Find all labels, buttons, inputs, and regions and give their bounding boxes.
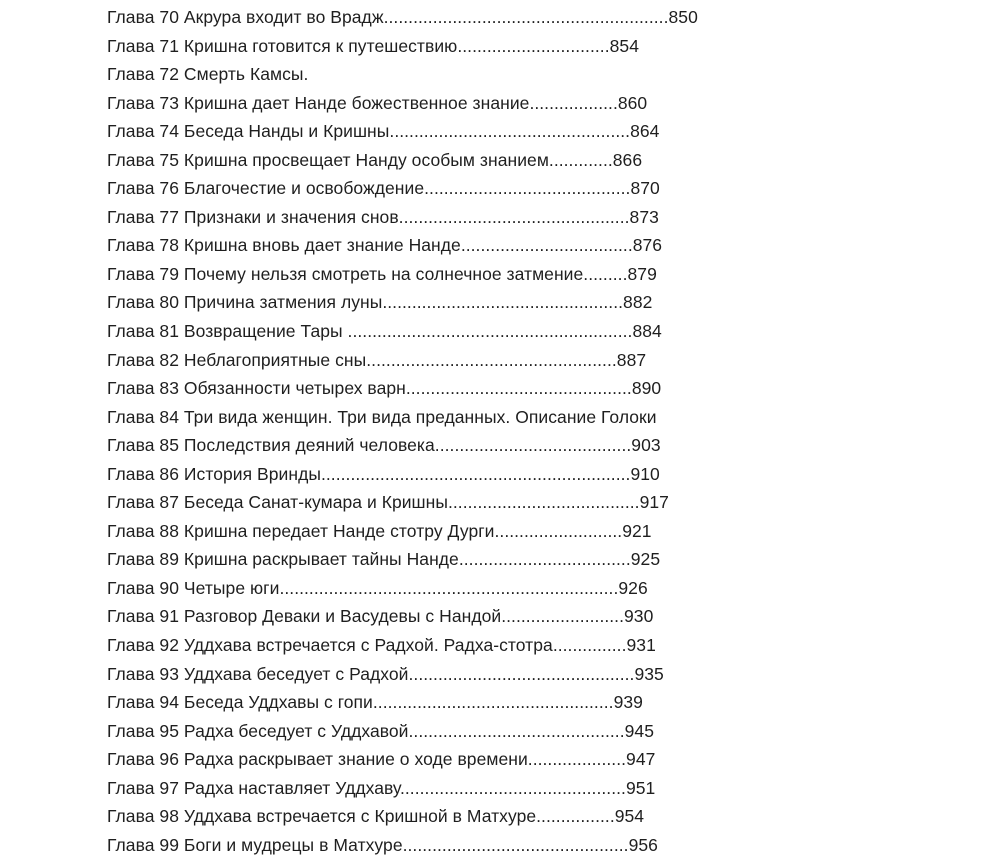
toc-page-number: 939 (613, 692, 643, 713)
toc-page-number: 956 (628, 834, 658, 855)
toc-dot-leader: ............................................................... (320, 463, 631, 484)
toc-entry (107, 431, 987, 460)
toc-page-number: 870 (630, 178, 660, 199)
toc-chapter-number: Глава 71 (107, 35, 179, 56)
toc-chapter-title: Уддхава встречается с Кришной в Матхуре (183, 806, 537, 827)
toc-dot-leader: ......................... (501, 606, 625, 627)
toc-chapter-title: Кришна дает Нанде божественное знание (183, 92, 530, 113)
toc-entry (107, 574, 987, 603)
toc-entry (107, 688, 987, 717)
toc-chapter-number: Глава 84 (107, 406, 179, 427)
toc-chapter-title: Разговор Деваки и Васудевы с Нандой (183, 606, 502, 627)
toc-page-number: 866 (612, 149, 643, 170)
toc-chapter-number: Глава 75 (107, 149, 179, 170)
toc-entry (107, 460, 987, 489)
toc-dot-leader: .............................................. (399, 777, 626, 798)
toc-page-number: 947 (626, 749, 656, 770)
toc-entry (107, 231, 987, 260)
toc-chapter-number: Глава 73 (107, 92, 179, 113)
toc-entry (107, 60, 987, 89)
toc-dot-leader: .......................................... (424, 178, 631, 199)
toc-dot-leader: ................ (536, 806, 615, 827)
toc-dot-leader: .............................................. (408, 663, 635, 684)
toc-dot-leader: ................................................. (372, 692, 614, 713)
toc-entry (107, 146, 987, 175)
toc-chapter-number: Глава 79 (107, 263, 179, 284)
toc-dot-leader: .................. (529, 92, 618, 113)
toc-chapter-number: Глава 88 (107, 520, 179, 541)
toc-chapter-number: Глава 70 (107, 7, 179, 27)
toc-chapter-title: Неблагоприятные сны (183, 349, 367, 370)
toc-entry (107, 89, 987, 118)
toc-chapter-title: Три вида женщин. Три вида преданных. Описание Голоки (183, 406, 657, 427)
toc-entry (107, 32, 987, 61)
toc-chapter-number: Глава 76 (107, 178, 179, 199)
toc-entry (107, 288, 987, 317)
toc-dot-leader: .................... (527, 749, 627, 770)
toc-chapter-title: Кришна готовится к путешествию (183, 35, 458, 56)
toc-chapter-title: Беседа Санат-кумара и Кришны (183, 492, 448, 513)
toc-page-number: 926 (618, 577, 648, 598)
toc-chapter-title: Причина затмения луны (183, 292, 383, 313)
toc-dot-leader: ......... (583, 263, 628, 284)
toc-page-number: 917 (639, 492, 669, 513)
toc-chapter-number: Глава 98 (107, 806, 179, 827)
toc-entry (107, 203, 987, 232)
toc-dot-leader: .......................................................... (383, 7, 669, 27)
toc-chapter-number: Глава 82 (107, 349, 179, 370)
toc-entry (107, 517, 987, 546)
toc-page-number: 954 (614, 806, 645, 827)
toc-entry (107, 346, 987, 375)
toc-chapter-number: Глава 90 (107, 577, 179, 598)
toc-dot-leader: ..................................................................... (279, 577, 619, 598)
toc-chapter-number: Глава 94 (107, 692, 179, 713)
toc-chapter-title: Акрура входит во Врадж (183, 7, 384, 27)
toc-chapter-title: Уддхава беседует с Радхой (183, 663, 409, 684)
toc-entry (107, 831, 987, 859)
toc-page-number: 910 (630, 463, 660, 484)
toc-chapter-title: Беседа Нанды и Кришны (183, 121, 390, 142)
toc-page-number: 873 (629, 206, 659, 227)
toc-dot-leader: ................................................. (389, 121, 631, 142)
toc-page-number: 860 (617, 92, 648, 113)
toc-dot-leader: ........................................ (434, 435, 632, 456)
toc-page-number: 850 (668, 7, 698, 27)
toc-chapter-title: История Вринды (183, 463, 321, 484)
toc-chapter-number: Глава 93 (107, 663, 179, 684)
toc-dot-leader: .......................................................... (347, 321, 633, 342)
toc-chapter-number: Глава 81 (107, 321, 179, 342)
toc-chapter-number: Глава 80 (107, 292, 179, 313)
toc-entry (107, 403, 987, 432)
toc-chapter-number: Глава 74 (107, 121, 179, 142)
toc-chapter-number: Глава 99 (107, 834, 179, 855)
toc-page-number: 945 (624, 720, 654, 741)
toc-entry (107, 488, 987, 517)
toc-page-number: 921 (622, 520, 652, 541)
table-of-contents (107, 3, 987, 859)
toc-page-number: 887 (616, 349, 647, 370)
toc-chapter-number: Глава 96 (107, 749, 179, 770)
toc-dot-leader: ................................................. (382, 292, 624, 313)
toc-dot-leader: ............................... (457, 35, 610, 56)
toc-chapter-title: Смерть Камсы. (183, 64, 309, 85)
toc-page-number: 903 (631, 435, 661, 456)
toc-chapter-title: Радха наставляет Уддхаву (183, 777, 400, 798)
toc-entry (107, 3, 987, 32)
toc-chapter-title: Уддхава встречается с Радхой. Радха-стотра (183, 635, 553, 656)
toc-entry (107, 317, 987, 346)
toc-page-number: 935 (634, 663, 664, 684)
toc-chapter-number: Глава 97 (107, 777, 179, 798)
toc-page-number: 951 (625, 777, 656, 798)
toc-chapter-number: Глава 77 (107, 206, 179, 227)
toc-entry (107, 717, 987, 746)
toc-chapter-title: Беседа Уддхавы с гопи (183, 692, 373, 713)
toc-dot-leader: ....................................... (447, 492, 640, 513)
toc-dot-leader: ............................................ (408, 720, 625, 741)
toc-page-number: 876 (632, 235, 663, 256)
toc-page-number: 879 (627, 263, 657, 284)
toc-dot-leader: ................................................... (366, 349, 617, 370)
toc-chapter-number: Глава 89 (107, 549, 179, 570)
toc-entry (107, 260, 987, 289)
toc-entry (107, 802, 987, 831)
toc-chapter-title: Возвращение Тары (183, 321, 348, 342)
toc-entry (107, 602, 987, 631)
toc-page-number: 864 (630, 121, 660, 142)
toc-chapter-title: Радха беседует с Уддхавой (183, 720, 409, 741)
toc-dot-leader: .......................... (494, 520, 623, 541)
toc-chapter-number: Глава 72 (107, 64, 179, 85)
toc-chapter-title: Четыре юги (183, 577, 280, 598)
toc-page-number: 930 (624, 606, 654, 627)
toc-page-number: 890 (631, 378, 662, 399)
toc-chapter-title: Кришна раскрывает тайны Нанде (183, 549, 459, 570)
toc-entry (107, 660, 987, 689)
toc-page-number: 925 (630, 549, 661, 570)
toc-chapter-number: Глава 78 (107, 235, 179, 256)
toc-dot-leader: .............................................. (402, 834, 629, 855)
toc-entry (107, 174, 987, 203)
toc-dot-leader: ............................................... (398, 206, 630, 227)
toc-entry (107, 631, 987, 660)
toc-chapter-number: Глава 86 (107, 463, 179, 484)
toc-chapter-number: Глава 91 (107, 606, 179, 627)
toc-dot-leader: ................................... (458, 549, 631, 570)
toc-chapter-title: Обязанности четырех варн (183, 378, 406, 399)
toc-dot-leader: .............................................. (405, 378, 632, 399)
toc-dot-leader: ................................... (460, 235, 633, 256)
toc-chapter-title: Кришна просвещает Нанду особым знанием (183, 149, 549, 170)
toc-chapter-title: Благочестие и освобождение (183, 178, 425, 199)
toc-page-number: 854 (609, 35, 639, 56)
toc-dot-leader: ............... (552, 635, 627, 656)
toc-page-number: 882 (623, 292, 653, 313)
toc-chapter-title: Последствия деяний человека (183, 435, 435, 456)
toc-page-number: 884 (632, 321, 662, 342)
toc-entry (107, 745, 987, 774)
toc-chapter-title: Признаки и значения снов (183, 206, 399, 227)
toc-entry (107, 117, 987, 146)
toc-chapter-title: Боги и мудрецы в Матхуре (183, 834, 403, 855)
toc-dot-leader: ............. (548, 149, 613, 170)
toc-chapter-number: Глава 83 (107, 378, 179, 399)
toc-page-number: 931 (626, 635, 656, 656)
toc-chapter-number: Глава 95 (107, 720, 179, 741)
toc-chapter-title: Радха раскрывает знание о ходе времени (183, 749, 528, 770)
toc-chapter-title: Кришна передает Нанде стотру Дурги (183, 520, 495, 541)
toc-entry (107, 774, 987, 803)
toc-entry (107, 545, 987, 574)
toc-chapter-number: Глава 85 (107, 435, 179, 456)
toc-chapter-title: Кришна вновь дает знание Нанде (183, 235, 461, 256)
toc-entry (107, 374, 987, 403)
toc-chapter-title: Почему нельзя смотреть на солнечное затмение (183, 263, 584, 284)
toc-chapter-number: Глава 87 (107, 492, 179, 513)
toc-chapter-number: Глава 92 (107, 635, 179, 656)
